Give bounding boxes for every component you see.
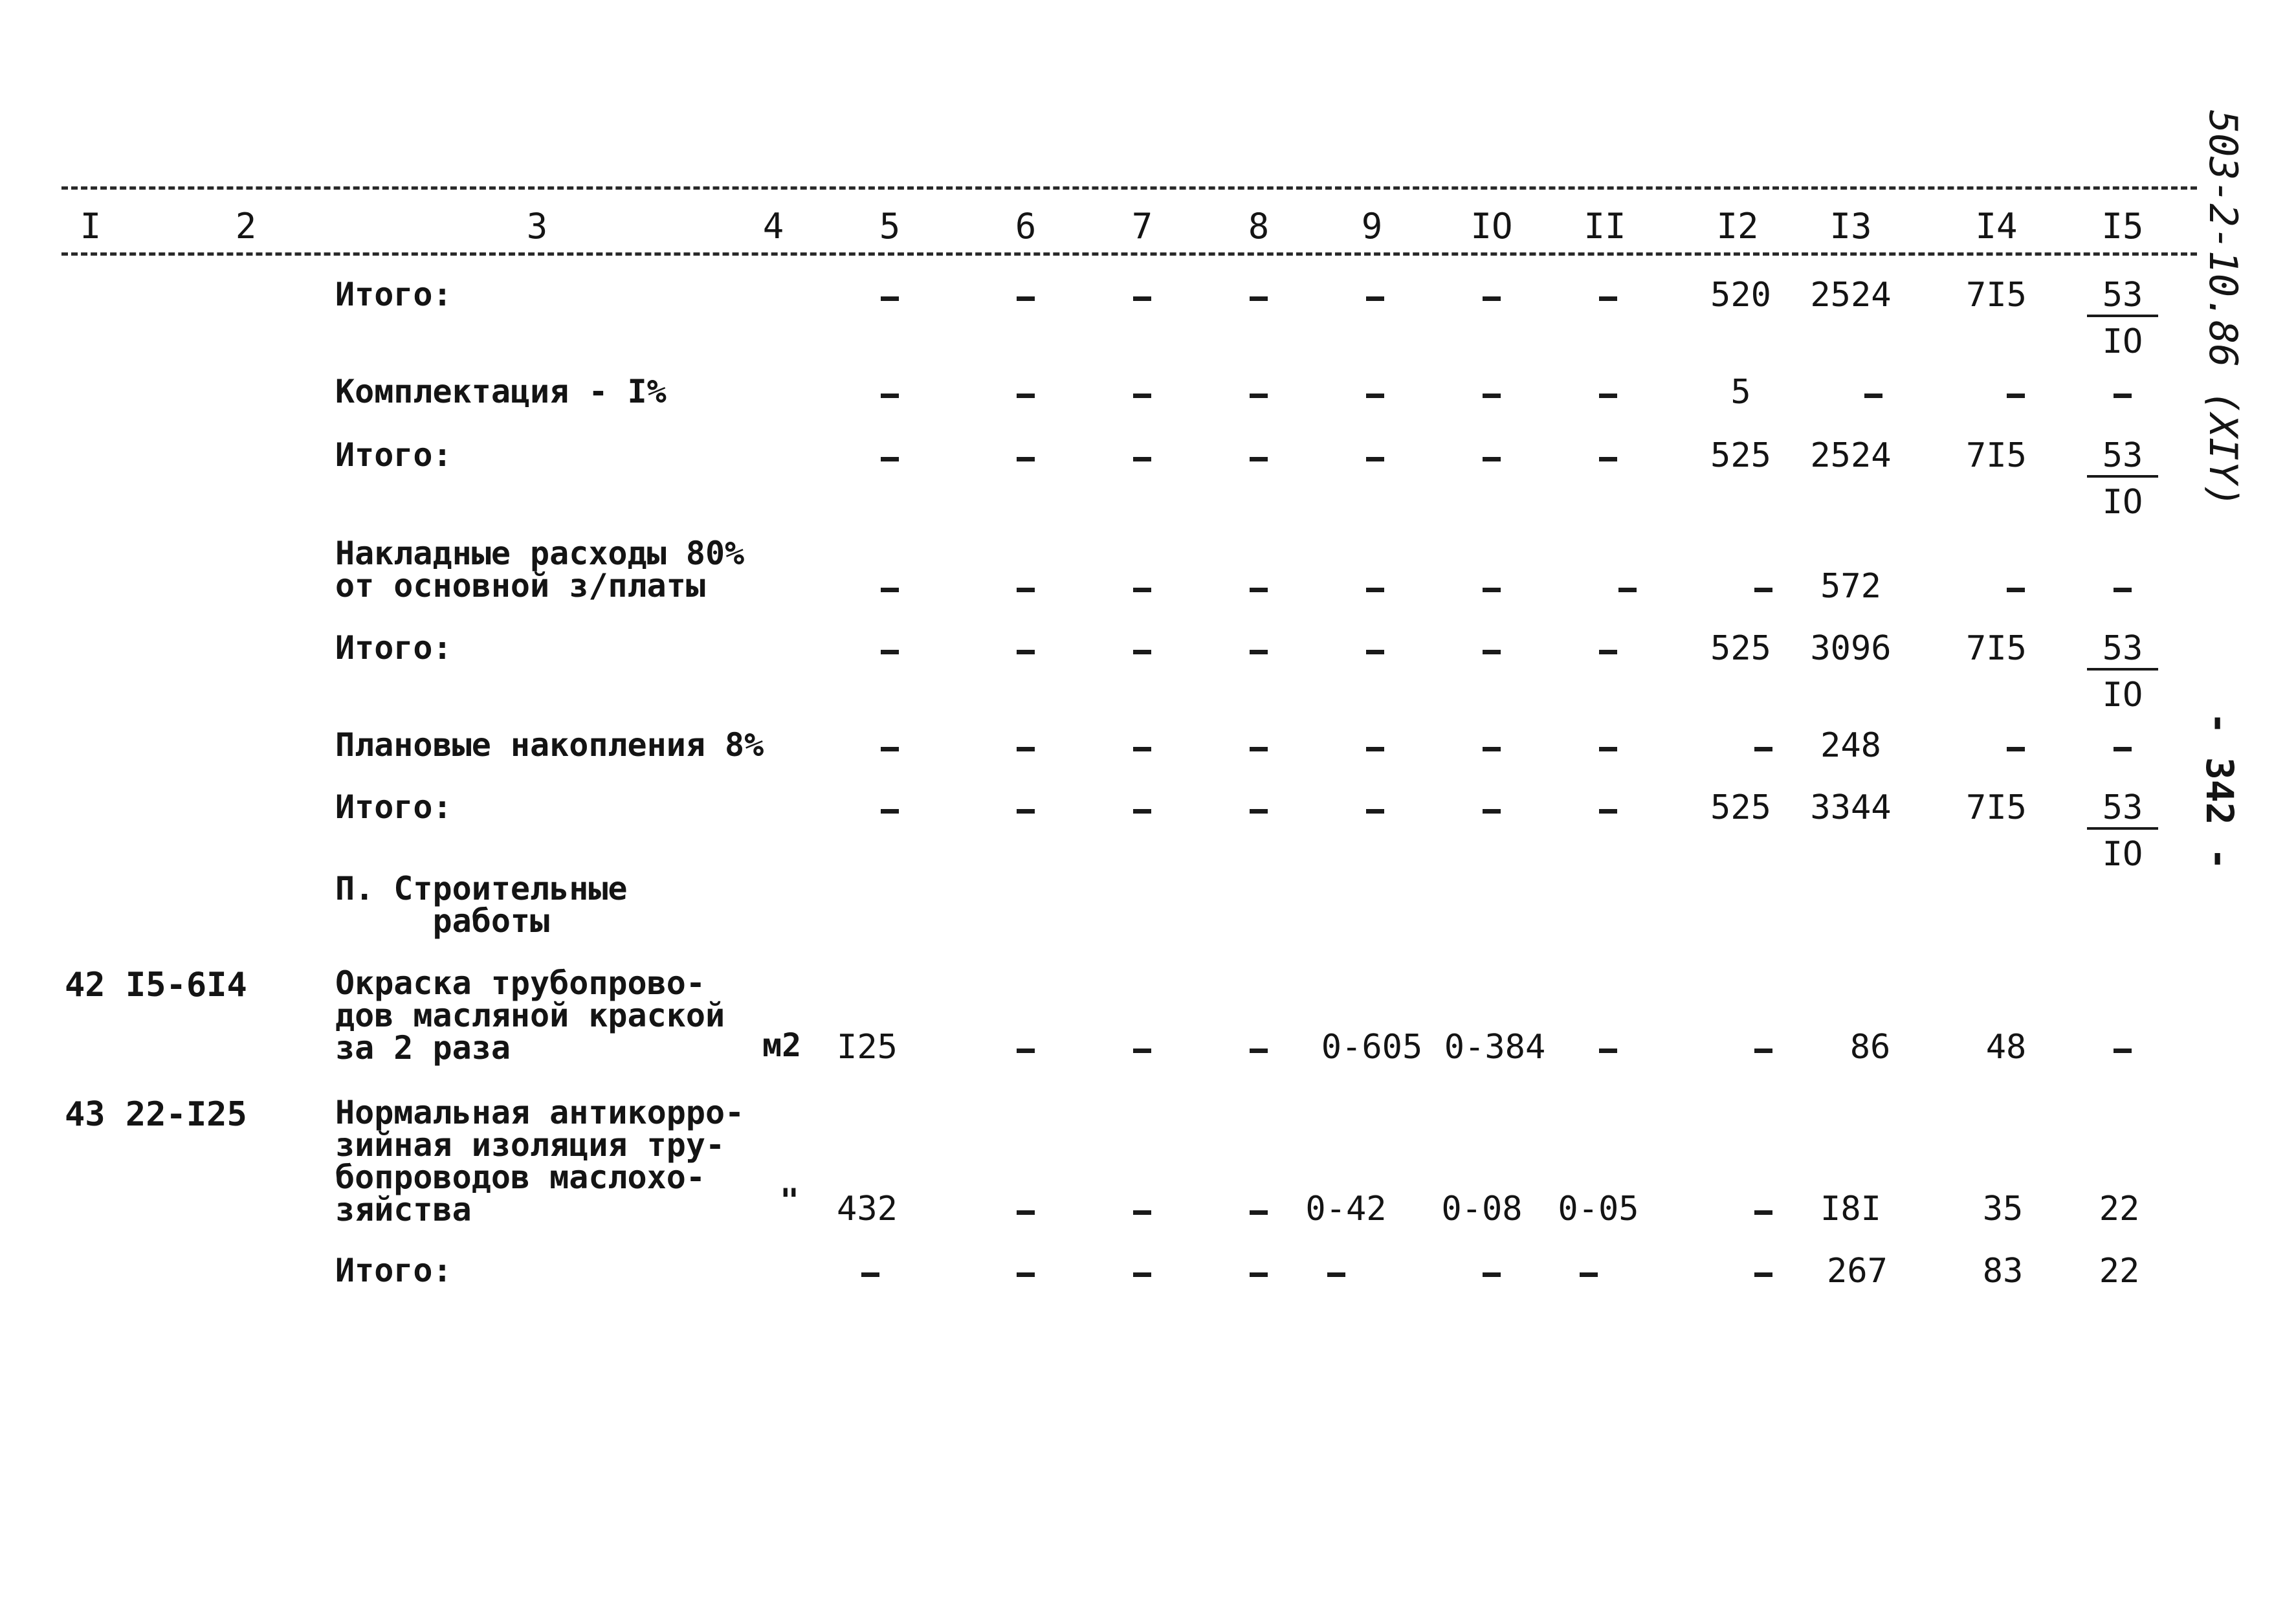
- cell-col12: 525: [1710, 436, 1771, 475]
- cell-col14: 7I5: [1966, 788, 2027, 827]
- dash-mark: [1366, 747, 1384, 751]
- cell-col14: 7I5: [1966, 629, 2027, 668]
- dash-mark: [1250, 1210, 1268, 1215]
- dash-mark: [1483, 809, 1501, 814]
- col-header-1: I: [80, 206, 102, 247]
- dash-mark: [1250, 296, 1268, 301]
- dash-mark: [1483, 1272, 1501, 1277]
- col-header-13: I3: [1829, 206, 1872, 247]
- dash-mark: [2007, 747, 2025, 751]
- cell-col13: 3096: [1810, 629, 1892, 668]
- dash-mark: [1754, 1210, 1772, 1215]
- dash-mark: [1017, 809, 1035, 814]
- dash-mark: [1483, 650, 1501, 654]
- dash-mark: [1754, 747, 1772, 751]
- dash-mark: [881, 457, 899, 461]
- row-name: Окраска трубопрово- дов масляной краской за 2 раза: [335, 964, 725, 1067]
- cell-col13: 248: [1820, 726, 1881, 765]
- dash-mark: [1599, 296, 1617, 301]
- col-header-8: 8: [1248, 206, 1270, 247]
- cell-col13: 2524: [1810, 276, 1892, 315]
- dash-mark: [1754, 1049, 1772, 1053]
- cell-col11: 0-05: [1558, 1190, 1639, 1228]
- dash-mark: [1599, 1049, 1617, 1053]
- col-header-2: 2: [235, 206, 257, 247]
- cell-col5: 432: [837, 1190, 898, 1228]
- col-header-5: 5: [879, 206, 901, 247]
- dash-mark: [1366, 296, 1384, 301]
- cell-col14: 35: [1982, 1190, 2024, 1228]
- cell-col12: 525: [1710, 629, 1771, 668]
- cell-col14: 83: [1982, 1252, 2024, 1291]
- dash-mark: [2114, 588, 2132, 592]
- fraction-denominator: IO: [2102, 322, 2143, 361]
- row-name: Итого:: [335, 436, 452, 474]
- fraction-col15: [2087, 278, 2158, 359]
- dash-mark: [1017, 1272, 1035, 1277]
- dash-mark: [1250, 394, 1268, 398]
- dash-mark: [1483, 747, 1501, 751]
- dash-mark: [1250, 650, 1268, 654]
- position-code: 43 22-I25: [65, 1095, 247, 1134]
- dash-mark: [1017, 747, 1035, 751]
- dash-mark: [881, 588, 899, 592]
- dash-mark: [1599, 809, 1617, 814]
- dash-mark: [1017, 1210, 1035, 1215]
- col-header-3: 3: [526, 206, 548, 247]
- row-name: Итого:: [335, 629, 452, 667]
- col-header-15: I5: [2101, 206, 2144, 247]
- cell-col13: 572: [1820, 567, 1881, 606]
- dash-mark: [1133, 650, 1151, 654]
- dash-mark: [881, 809, 899, 814]
- cell-col13: 267: [1827, 1252, 1888, 1291]
- dash-mark: [1133, 296, 1151, 301]
- dash-mark: [1599, 394, 1617, 398]
- cell-col9: 0-42: [1305, 1190, 1387, 1228]
- dash-mark: [881, 394, 899, 398]
- fraction-col15: [2087, 788, 2158, 874]
- cell-col14: 7I5: [1966, 276, 2027, 315]
- cell-col13: 2524: [1810, 436, 1892, 475]
- dash-mark: [1366, 588, 1384, 592]
- dash-mark: [1250, 1272, 1268, 1277]
- row-name: Накладные расходы 80% от основной з/платы: [335, 535, 745, 605]
- dash-mark: [861, 1272, 879, 1277]
- dash-mark: [1250, 747, 1268, 751]
- cell-col12: 520: [1710, 276, 1771, 315]
- dash-mark: [1133, 457, 1151, 461]
- dash-mark: [1580, 1272, 1598, 1277]
- dash-mark: [2007, 394, 2025, 398]
- fraction-numerator: 53: [2087, 791, 2158, 830]
- dash-mark: [1017, 394, 1035, 398]
- dash-mark: [881, 747, 899, 751]
- dash-mark: [1483, 394, 1501, 398]
- dash-mark: [1599, 457, 1617, 461]
- cell-col5: I25: [837, 1028, 898, 1067]
- dash-mark: [1133, 394, 1151, 398]
- cell-col12: 525: [1710, 788, 1771, 827]
- cell-col9: 0-605: [1321, 1028, 1423, 1067]
- position-code: 42 I5-6I4: [65, 966, 247, 1004]
- dash-mark: [1366, 457, 1384, 461]
- page-number: - 342 -: [2198, 712, 2242, 871]
- row-name: Плановые накопления 8%: [335, 726, 764, 764]
- dash-mark: [2114, 394, 2132, 398]
- cell-col14: 48: [1985, 1028, 2027, 1067]
- dash-mark: [1133, 809, 1151, 814]
- cell-col13: 86: [1849, 1028, 1891, 1067]
- cell-col4: м2: [762, 1026, 802, 1064]
- fraction-numerator: 53: [2087, 439, 2158, 478]
- fraction-denominator: IO: [2102, 835, 2143, 874]
- dash-mark: [1327, 1272, 1345, 1277]
- col-header-12: I2: [1716, 206, 1759, 247]
- cell-col4: ": [780, 1182, 800, 1219]
- fraction-numerator: 53: [2087, 632, 2158, 671]
- col-header-14: I4: [1975, 206, 2018, 247]
- cell-col14: 7I5: [1966, 436, 2027, 475]
- dash-mark: [1366, 809, 1384, 814]
- dash-mark: [1250, 457, 1268, 461]
- row-name: Комплектация - I%: [335, 373, 667, 410]
- header-top-rule: [61, 186, 2197, 190]
- dash-mark: [1133, 747, 1151, 751]
- dash-mark: [1017, 296, 1035, 301]
- dash-mark: [2114, 747, 2132, 751]
- dash-mark: [1483, 588, 1501, 592]
- dash-mark: [1017, 588, 1035, 592]
- col-header-10: IO: [1470, 206, 1513, 247]
- dash-mark: [1250, 809, 1268, 814]
- row-name: Нормальная антикорро- зийная изоляция тру- бопроводов маслохо- зяйства: [335, 1094, 745, 1228]
- row-name: Итого:: [335, 276, 452, 313]
- header-bottom-rule: [61, 252, 2197, 256]
- cell-col13: 3344: [1810, 788, 1892, 827]
- dash-mark: [881, 650, 899, 654]
- col-header-9: 9: [1361, 206, 1383, 247]
- col-header-7: 7: [1131, 206, 1153, 247]
- dash-mark: [1754, 588, 1772, 592]
- dash-mark: [1754, 1272, 1772, 1277]
- dash-mark: [1250, 588, 1268, 592]
- fraction-col15: [2087, 629, 2158, 715]
- cell-col13: I8I: [1820, 1190, 1881, 1228]
- dash-mark: [1133, 1272, 1151, 1277]
- margin-code: 503-2-10.86 (XIY): [2200, 110, 2246, 508]
- dash-mark: [2007, 588, 2025, 592]
- dash-mark: [1483, 457, 1501, 461]
- fraction-col15: [2087, 436, 2158, 522]
- row-name: Итого:: [335, 788, 452, 826]
- dash-mark: [1017, 1049, 1035, 1053]
- dash-mark: [1599, 650, 1617, 654]
- dash-mark: [1133, 588, 1151, 592]
- dash-mark: [1017, 650, 1035, 654]
- col-header-6: 6: [1015, 206, 1037, 247]
- dash-mark: [1133, 1049, 1151, 1053]
- dash-mark: [1483, 296, 1501, 301]
- cell-col10: 0-384: [1444, 1028, 1546, 1067]
- dash-mark: [1599, 747, 1617, 751]
- cell-col15: 22: [2099, 1252, 2140, 1291]
- col-header-4: 4: [762, 206, 784, 247]
- dash-mark: [1250, 1049, 1268, 1053]
- dash-mark: [1133, 1210, 1151, 1215]
- col-header-11: II: [1584, 206, 1626, 247]
- cell-col12: 5: [1730, 373, 1751, 412]
- dash-mark: [1366, 650, 1384, 654]
- dash-mark: [1618, 588, 1637, 592]
- cell-col10: 0-08: [1441, 1190, 1523, 1228]
- fraction-numerator: 53: [2087, 278, 2158, 317]
- dash-mark: [1864, 394, 1882, 398]
- row-name: Итого:: [335, 1252, 452, 1289]
- fraction-denominator: IO: [2102, 483, 2143, 522]
- section-heading: П. Строительные работы: [335, 870, 628, 940]
- dash-mark: [2114, 1049, 2132, 1053]
- dash-mark: [1366, 394, 1384, 398]
- fraction-denominator: IO: [2102, 676, 2143, 715]
- cell-col15: 22: [2099, 1190, 2140, 1228]
- dash-mark: [1017, 457, 1035, 461]
- dash-mark: [881, 296, 899, 301]
